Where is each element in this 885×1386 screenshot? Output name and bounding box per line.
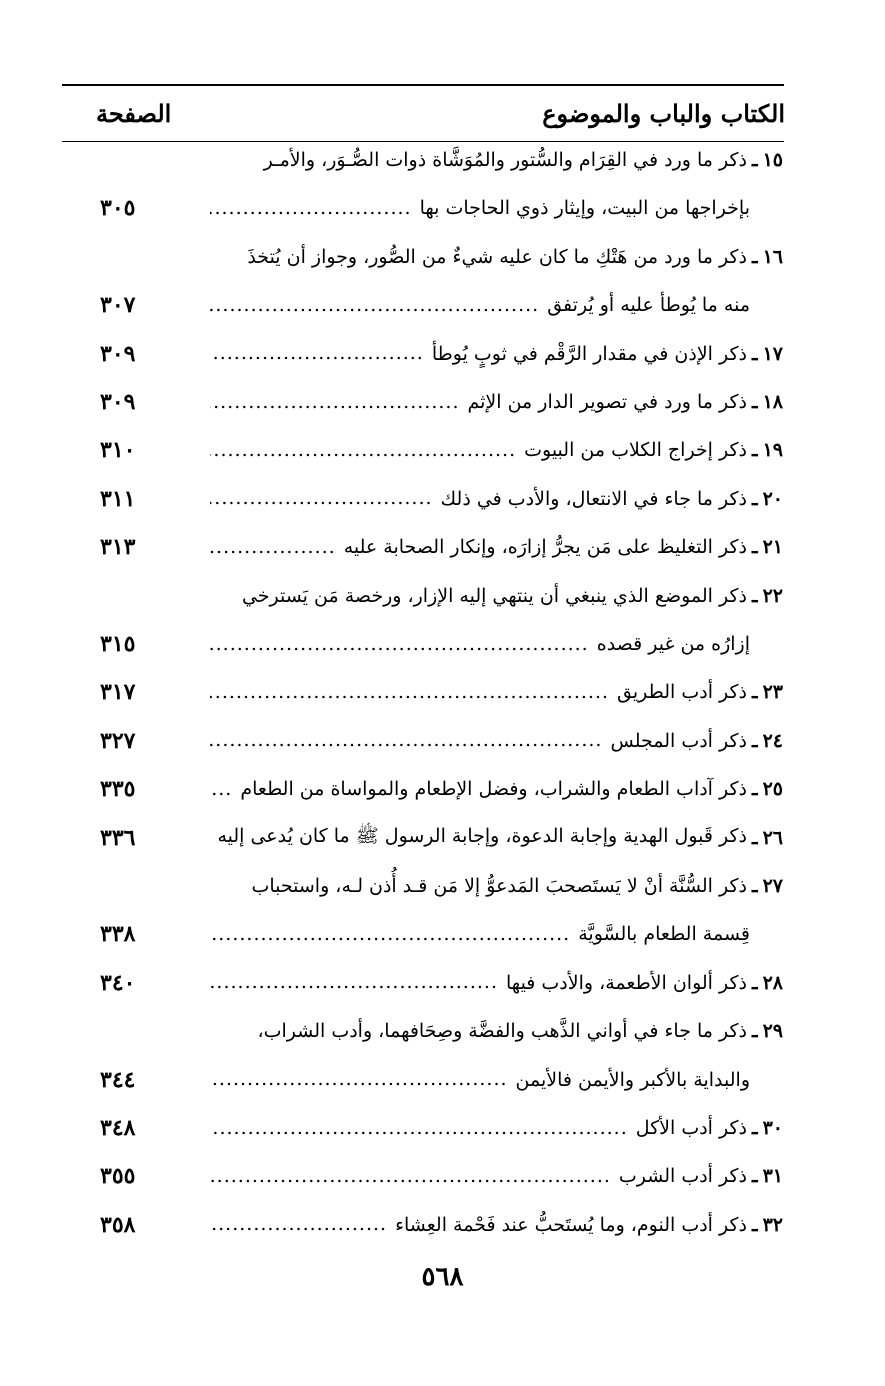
entry-title-line (210, 430, 783, 470)
entry-page-number: ٣١٠ (100, 437, 136, 464)
entry-title-line (210, 769, 783, 809)
entry-text: ذكر أدب المجلس (610, 729, 747, 752)
entry-page-number: ٣٠٥ (100, 195, 136, 222)
entry-title-line (210, 672, 783, 712)
entry-title-line (210, 527, 783, 567)
entry-text: ذكر ما ورد من هَتْكِ ما كان عليه شيءٌ من الصُّور، وجواز أن يُتخذَ (247, 245, 747, 268)
entry-continuation-line (210, 285, 750, 325)
leader-dots (210, 439, 516, 462)
entry-text: ذكر ما ورد في تصوير الدار من الإثم (467, 391, 747, 413)
entry-text: ذكر أدب الطريق (617, 681, 747, 704)
entry-text: ذكر ما جاء في الانتعال، والأدب في ذلك (440, 487, 747, 510)
entry-page-number: ٣١٧ (100, 679, 136, 706)
entry-continuation-line (210, 624, 750, 664)
leader-dots (210, 778, 232, 801)
entry-number: ١٩ (762, 439, 783, 462)
entry-dash: ـ (752, 584, 758, 607)
column-header-topic: الكتاب والباب والموضوع (542, 99, 785, 128)
entry-number: ٢١ (762, 536, 783, 559)
entry-text: ذكر ما جاء في أواني الذَّهب والفضَّة وصِحَافهما، وأدب الشراب، (257, 1020, 747, 1043)
entry-text: ذكر قَبول الهدية وإجابة الدعوة، وإجابة الرسول ﷺ ما كان يُدعى إليه (217, 824, 747, 847)
entry-page-number: ٣٣٨ (100, 921, 136, 948)
entry-title-line (210, 237, 783, 277)
entry-title-line (210, 334, 783, 374)
entry-text: ذكر التغليظ على مَن يجرُّ إزارَه، وإنكار الصحابة عليه (343, 536, 747, 559)
entry-dash: ـ (752, 342, 758, 365)
leader-dots (210, 536, 336, 559)
entry-text: منه ما يُوطأ عليه أو يُرتفق (547, 294, 750, 317)
entry-continuation-line (210, 188, 750, 228)
leader-dots (210, 487, 433, 510)
entry-dash: ـ (752, 439, 758, 462)
entry-page-number: ٣٤٨ (100, 1115, 136, 1141)
entry-page-number: ٣٠٩ (100, 389, 136, 415)
entry-page-number: ٣١٥ (100, 631, 136, 657)
entry-dash: ـ (752, 681, 758, 704)
entry-number: ١٨ (762, 391, 783, 413)
entry-page-number: ٣٠٧ (100, 292, 136, 319)
entry-title-line (210, 382, 783, 422)
entry-number: ٢٣ (762, 681, 783, 704)
entry-title-line (210, 1108, 783, 1148)
entry-title-line (210, 140, 783, 180)
entry-dash: ـ (752, 149, 758, 171)
entry-page-number: ٣٠٩ (100, 340, 136, 367)
entry-number: ١٦ (762, 245, 783, 268)
entry-number: ٢٠ (762, 487, 783, 510)
entry-number: ٣١ (762, 1165, 783, 1188)
entry-title-line (210, 479, 783, 519)
leader-dots (210, 1117, 628, 1140)
entry-text: ذكر الموضع الذي ينبغي أن ينتهي إليه الإزار، ورخصة مَن يَسترخي (241, 584, 747, 607)
entry-dash: ـ (752, 1213, 758, 1236)
entry-text: ذكر أدب الشرب (618, 1165, 747, 1188)
entry-dash: ـ (752, 875, 758, 897)
entry-dash: ـ (752, 536, 758, 559)
entry-text: ذكر ألوان الأطعمة، والأدب فيها (506, 971, 747, 994)
entry-page-number: ٣٤٠ (100, 969, 136, 996)
entry-number: ٢٨ (762, 971, 783, 994)
page-number: ٥٦٨ (421, 1262, 464, 1292)
entry-number: ٢٩ (762, 1020, 783, 1043)
entry-page-number: ٣٢٧ (100, 727, 136, 754)
entry-number: ٢٦ (762, 826, 783, 849)
entry-text: ذكر آداب الطعام والشراب، وفضل الإطعام والمواساة من الطعام (240, 778, 747, 801)
entry-text: ذكر أدب الأكل (635, 1117, 747, 1139)
entry-title-line (210, 866, 783, 906)
entry-dash: ـ (752, 971, 758, 994)
entry-number: ١٧ (762, 342, 783, 365)
leader-dots (210, 342, 424, 365)
leader-dots (210, 1068, 508, 1091)
entry-title-line (210, 576, 783, 616)
entry-title-line (210, 1156, 783, 1196)
entry-dash: ـ (752, 778, 758, 801)
entry-page-number: ٣٥٨ (100, 1211, 136, 1238)
leader-dots (210, 197, 412, 220)
entry-page-number: ٣٣٥ (100, 776, 136, 803)
entry-title-line (210, 1011, 783, 1051)
leader-dots (210, 294, 539, 317)
entry-title-line (210, 818, 783, 858)
entry-dash: ـ (752, 1117, 758, 1139)
leader-dots (210, 923, 570, 946)
leader-dots (210, 971, 498, 994)
entry-continuation-line (210, 1060, 750, 1100)
entry-page-number: ٣٥٥ (100, 1163, 136, 1190)
entry-text: بإخراجها من البيت، وإيثار ذوي الحاجات بها (419, 197, 750, 220)
entry-number: ٣٢ (762, 1213, 783, 1236)
entry-text: ذكر الإذن في مقدار الرَّقْم في ثوبٍ يُوطأ (431, 342, 747, 365)
entry-page-number: ٣١١ (100, 485, 136, 512)
leader-dots (210, 729, 602, 752)
leader-dots (210, 1165, 611, 1188)
entry-number: ٢٥ (762, 778, 783, 801)
leader-dots (210, 391, 460, 414)
entry-dash: ـ (752, 1165, 758, 1188)
entry-continuation-line (210, 914, 750, 954)
entry-dash: ـ (752, 391, 758, 413)
entry-dash: ـ (752, 487, 758, 510)
entry-text: ذكر إخراج الكلاب من البيوت (524, 439, 747, 462)
entry-title-line (210, 1205, 783, 1245)
entry-text: والبداية بالأكبر والأيمن فالأيمن (515, 1068, 750, 1091)
leader-dots (210, 633, 589, 656)
entry-text: إزارُه من غير قصده (596, 633, 750, 655)
leader-dots (210, 1213, 387, 1236)
leader-dots (210, 681, 609, 704)
entry-dash: ـ (752, 729, 758, 752)
entry-text: ذكر أدب النوم، وما يُستَحبُّ عند فَحْمة العِشاء (395, 1213, 747, 1236)
entry-number: ٢٢ (762, 584, 783, 607)
column-header-page: الصفحة (96, 99, 172, 128)
entry-dash: ـ (752, 1020, 758, 1043)
entry-page-number: ٣٤٤ (100, 1066, 136, 1093)
entry-dash: ـ (752, 826, 758, 849)
entry-dash: ـ (752, 245, 758, 268)
entry-page-number: ٣١٣ (100, 534, 136, 561)
entry-text: قِسمة الطعام بالسَّويَّة (578, 923, 750, 946)
entry-page-number: ٣٣٦ (100, 824, 136, 851)
entry-title-line (210, 721, 783, 761)
top-rule (62, 84, 784, 86)
entry-text: ذكر السُّنَّة أنْ لا يَستَصحبَ المَدعوُّ إلا مَن قـد أُذن لـه، واستحباب (251, 875, 747, 897)
entry-text: ذكر ما ورد في القِرَام والسُّتور والمُوَشَّاة ذوات الصُّـوَر، والأمـر (263, 149, 747, 171)
entry-number: ٣٠ (762, 1117, 783, 1139)
entry-number: ٢٧ (762, 875, 783, 897)
entry-number: ٢٤ (762, 729, 783, 752)
entry-number: ١٥ (762, 149, 783, 171)
entry-title-line (210, 963, 783, 1003)
